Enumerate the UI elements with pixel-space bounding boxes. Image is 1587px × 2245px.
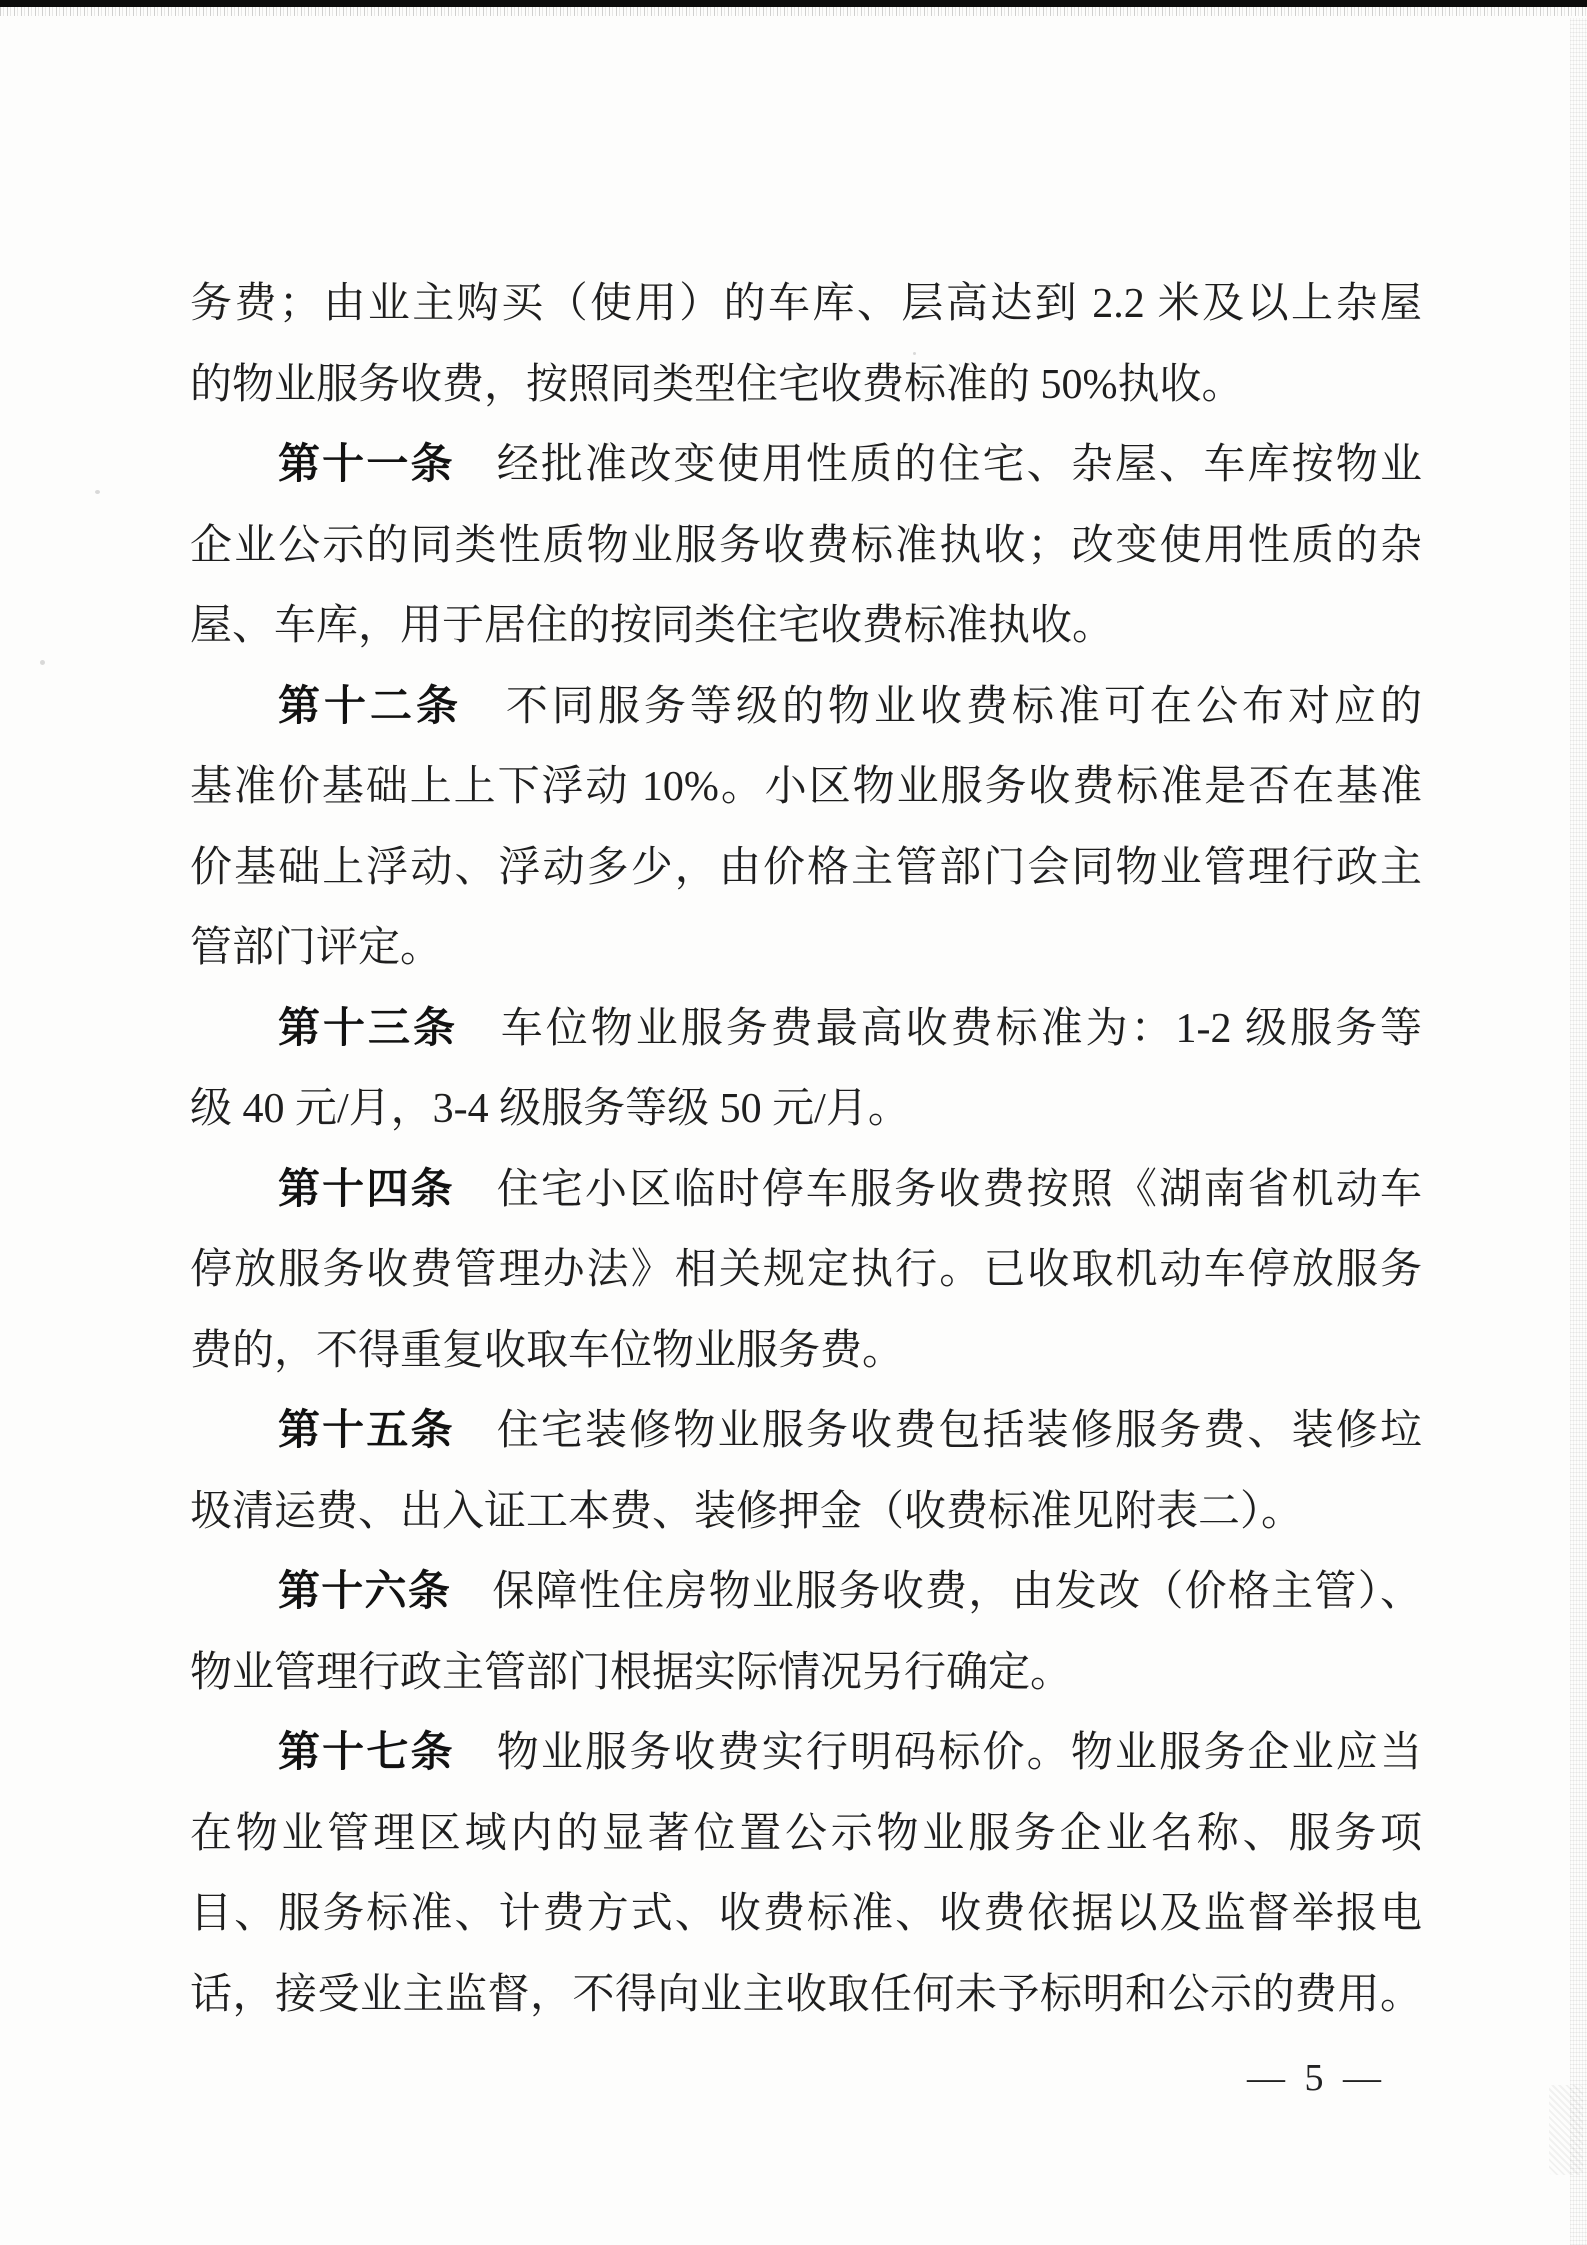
article-number: 第十七条 [278, 1730, 455, 1776]
text-line [190, 506, 1422, 587]
article-number: 第十五条 [278, 1408, 455, 1454]
body-text: 话，接受业主监督，不得向业主收取任何未予标明和公示的费用。 [190, 1971, 1422, 2018]
text-line [278, 1713, 1422, 1794]
body-text: 住宅装修物业服务收费包括装修服务费、装修垃 [494, 1408, 1422, 1454]
text-line [190, 1311, 1422, 1392]
body-text: 务费；由业主购买（使用）的车库、层高达到 2.2 米及以上杂屋 [190, 281, 1422, 327]
body-text: 管部门评定。 [190, 925, 443, 971]
body-text: 住宅小区临时停车服务收费按照《湖南省机动车 [494, 1166, 1422, 1213]
body-text: 保障性住房物业服务收费，由发改（价格主管）、 [490, 1569, 1422, 1615]
body-text: 圾清运费、出入证工本费、装修押金（收费标准见附表二）。 [190, 1488, 1304, 1535]
text-line [190, 1069, 1422, 1150]
body-text: 企业公示的同类性质物业服务收费标准执收；改变使用性质的杂 [190, 522, 1422, 569]
body-text: 的物业服务收费，按照同类型住宅收费标准的 50%执收。 [190, 361, 1244, 408]
text-line [278, 989, 1422, 1070]
text-line [190, 1874, 1422, 1955]
text-line [278, 667, 1422, 748]
text-line [278, 1552, 1422, 1633]
article-number: 第十一条 [278, 442, 455, 488]
text-line [190, 1472, 1422, 1553]
scan-noise-top [0, 7, 1587, 16]
text-line [190, 1955, 1422, 2036]
text-line [190, 1794, 1422, 1875]
body-text: 目、服务标准、计费方式、收费标准、收费依据以及监督举报电 [190, 1891, 1422, 1937]
body-text: 物业管理行政主管部门根据实际情况另行确定。 [190, 1649, 1073, 1696]
scan-speck [95, 490, 100, 494]
text-line [190, 264, 1422, 345]
text-line [190, 586, 1422, 667]
text-line [278, 1391, 1422, 1472]
article-number: 第十六条 [278, 1569, 452, 1615]
document-lines [190, 264, 1422, 2035]
text-line [190, 1633, 1422, 1714]
text-line [190, 828, 1422, 909]
text-line [278, 425, 1422, 506]
scan-edge-top-bar [0, 0, 1587, 7]
article-number: 第十二条 [278, 683, 463, 730]
body-text: 停放服务收费管理办法》相关规定执行。已收取机动车停放服务 [190, 1247, 1422, 1293]
scan-noise-right-edge [1570, 18, 1587, 2245]
body-text: 基准价基础上上下浮动 10%。小区物业服务收费标准是否在基准 [190, 764, 1422, 810]
article-number: 第十三条 [278, 1005, 458, 1052]
body-text: 价基础上浮动、浮动多少，由价格主管部门会同物业管理行政主 [190, 844, 1422, 891]
text-line [278, 1150, 1422, 1231]
article-number: 第十四条 [278, 1166, 455, 1213]
body-text: 级 40 元/月，3-4 级服务等级 50 元/月。 [190, 1086, 910, 1132]
body-text: 经批准改变使用性质的住宅、杂屋、车库按物业 [494, 442, 1422, 488]
page-number-footer: — 5 — [1247, 2057, 1386, 2099]
body-text: 物业服务收费实行明码标价。物业服务企业应当 [494, 1730, 1422, 1776]
text-line [190, 908, 1422, 989]
text-line [190, 345, 1422, 426]
scan-speck [40, 660, 45, 665]
scan-noise-bottom-right [1549, 2085, 1583, 2175]
body-text: 屋、车库，用于居住的按同类住宅收费标准执收。 [190, 603, 1115, 649]
body-text: 不同服务等级的物业收费标准可在公布对应的 [501, 683, 1422, 730]
body-text: 费的，不得重复收取车位物业服务费。 [190, 1327, 905, 1374]
body-text: 车位物业服务费最高收费标准为：1-2 级服务等 [497, 1005, 1422, 1052]
text-line [190, 747, 1422, 828]
text-line [190, 1230, 1422, 1311]
body-text: 在物业管理区域内的显著位置公示物业服务企业名称、服务项 [190, 1810, 1422, 1857]
